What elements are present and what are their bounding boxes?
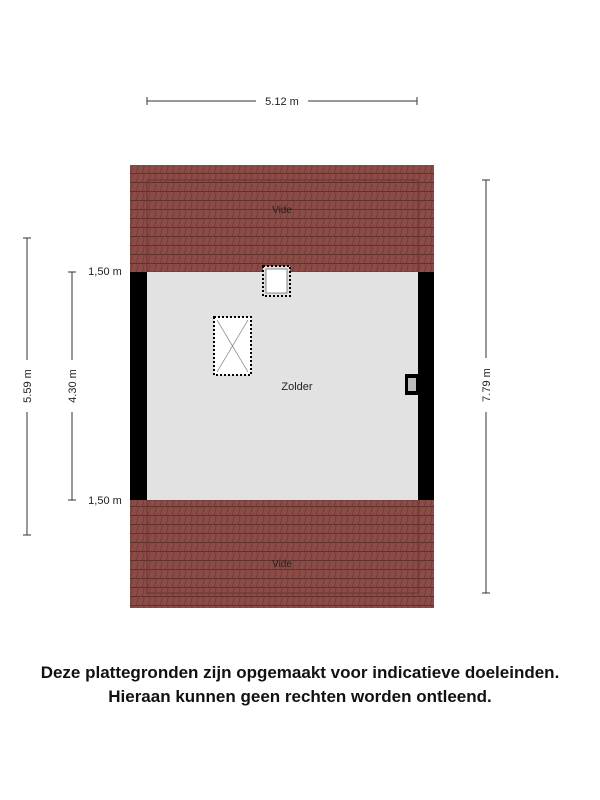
- left-inner-label: 4.30 m: [67, 369, 79, 403]
- wall-left: [130, 272, 147, 500]
- attic-label: Zolder: [281, 381, 313, 393]
- disclaimer-line-2: Hieraan kunnen geen rechten worden ontleend.: [108, 687, 492, 706]
- disclaimer-line-1: Deze plattegronden zijn opgemaakt voor indicatieve doeleinden.: [40, 663, 560, 682]
- roof-hatch-icon: [263, 266, 290, 296]
- dimension-right-total: [479, 180, 493, 593]
- vide-top-depth-label: 1,50 m: [88, 266, 122, 278]
- left-outer-label: 5.59 m: [22, 369, 34, 403]
- top-width-label: 5.12 m: [265, 96, 299, 108]
- dimension-left-outer: [20, 238, 34, 535]
- vide-bottom-depth-label: 1,50 m: [88, 495, 122, 507]
- dimension-left-inner: [65, 272, 79, 500]
- skylight-icon: [214, 317, 251, 375]
- wall-right: [418, 272, 434, 500]
- vide-bottom-label: Vide: [272, 559, 292, 570]
- right-total-label: 7.79 m: [481, 368, 493, 402]
- chimney-icon: [405, 374, 419, 395]
- disclaimer: [0, 661, 600, 709]
- vide-top-roof: [130, 165, 434, 272]
- dimension-top-width: [147, 94, 417, 108]
- vide-bottom-roof: [130, 500, 434, 608]
- vide-top-label: Vide: [272, 205, 292, 216]
